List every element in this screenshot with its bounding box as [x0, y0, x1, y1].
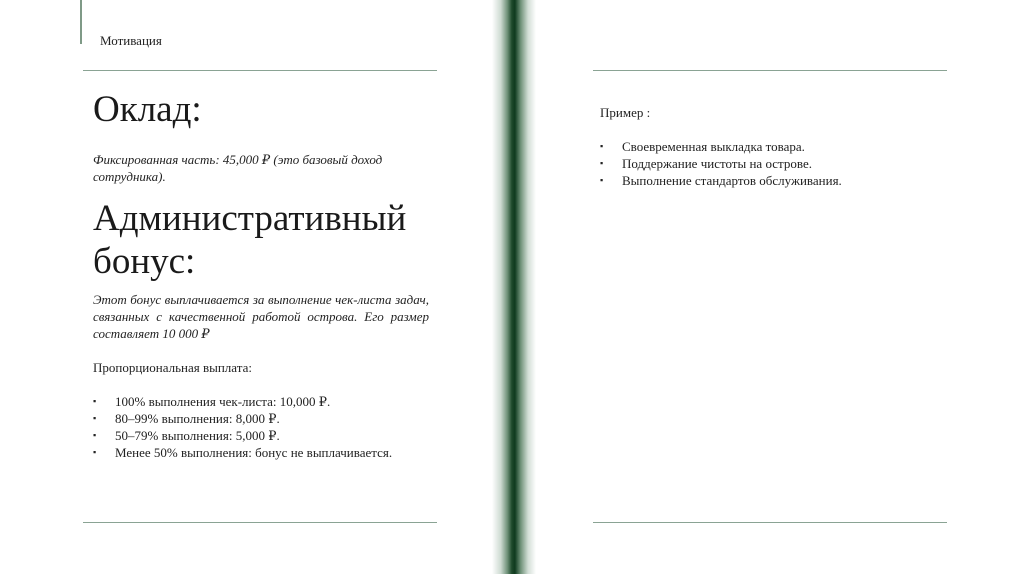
left-bottom-rule — [83, 522, 437, 523]
bullet-icon: ▪ — [600, 175, 604, 185]
list-item: ▪ Выполнение стандартов обслуживания. — [600, 173, 842, 188]
list-item: ▪ Поддержание чистоты на острове. — [600, 156, 812, 171]
section-label: Мотивация — [100, 33, 162, 48]
payout-list — [93, 393, 429, 461]
left-page — [93, 88, 429, 461]
right-bottom-rule — [593, 522, 947, 523]
list-item: ▪ 50–79% выполнения: 5,000 ₽. — [93, 428, 280, 443]
bullet-icon: ▪ — [93, 413, 97, 423]
salary-heading: Оклад: — [93, 89, 202, 130]
bullet-icon: ▪ — [600, 141, 604, 151]
list-item: ▪ 80–99% выполнения: 8,000 ₽. — [93, 411, 280, 426]
book-spine — [492, 0, 536, 574]
list-item: ▪ 100% выполнения чек-листа: 10,000 ₽. — [93, 394, 331, 409]
bullet-icon: ▪ — [93, 447, 97, 457]
right-top-rule — [593, 70, 947, 71]
salary-description: Фиксированная часть: 45,000 ₽ (это базовый доход сотрудника). — [93, 152, 383, 184]
left-top-rule — [83, 70, 437, 71]
list-item: ▪ Своевременная выкладка товара. — [600, 139, 805, 154]
list-item: ▪ Менее 50% выполнения: бонус не выплачивается. — [93, 445, 393, 460]
bullet-icon: ▪ — [93, 396, 97, 406]
bullet-icon: ▪ — [93, 430, 97, 440]
corner-accent-bar — [80, 0, 82, 44]
bonus-description: Этот бонус выплачивается за выполнение чек-листа задач, связанных с качественной работой острова. Его размер составляет 10 000 ₽ — [93, 292, 429, 341]
proportional-label: Пропорциональная выплата: — [93, 360, 252, 375]
bonus-heading: Административный бонус: — [93, 198, 407, 282]
bullet-icon: ▪ — [600, 158, 604, 168]
example-list — [600, 138, 930, 189]
right-page — [600, 104, 930, 189]
example-label: Пример : — [600, 105, 651, 120]
